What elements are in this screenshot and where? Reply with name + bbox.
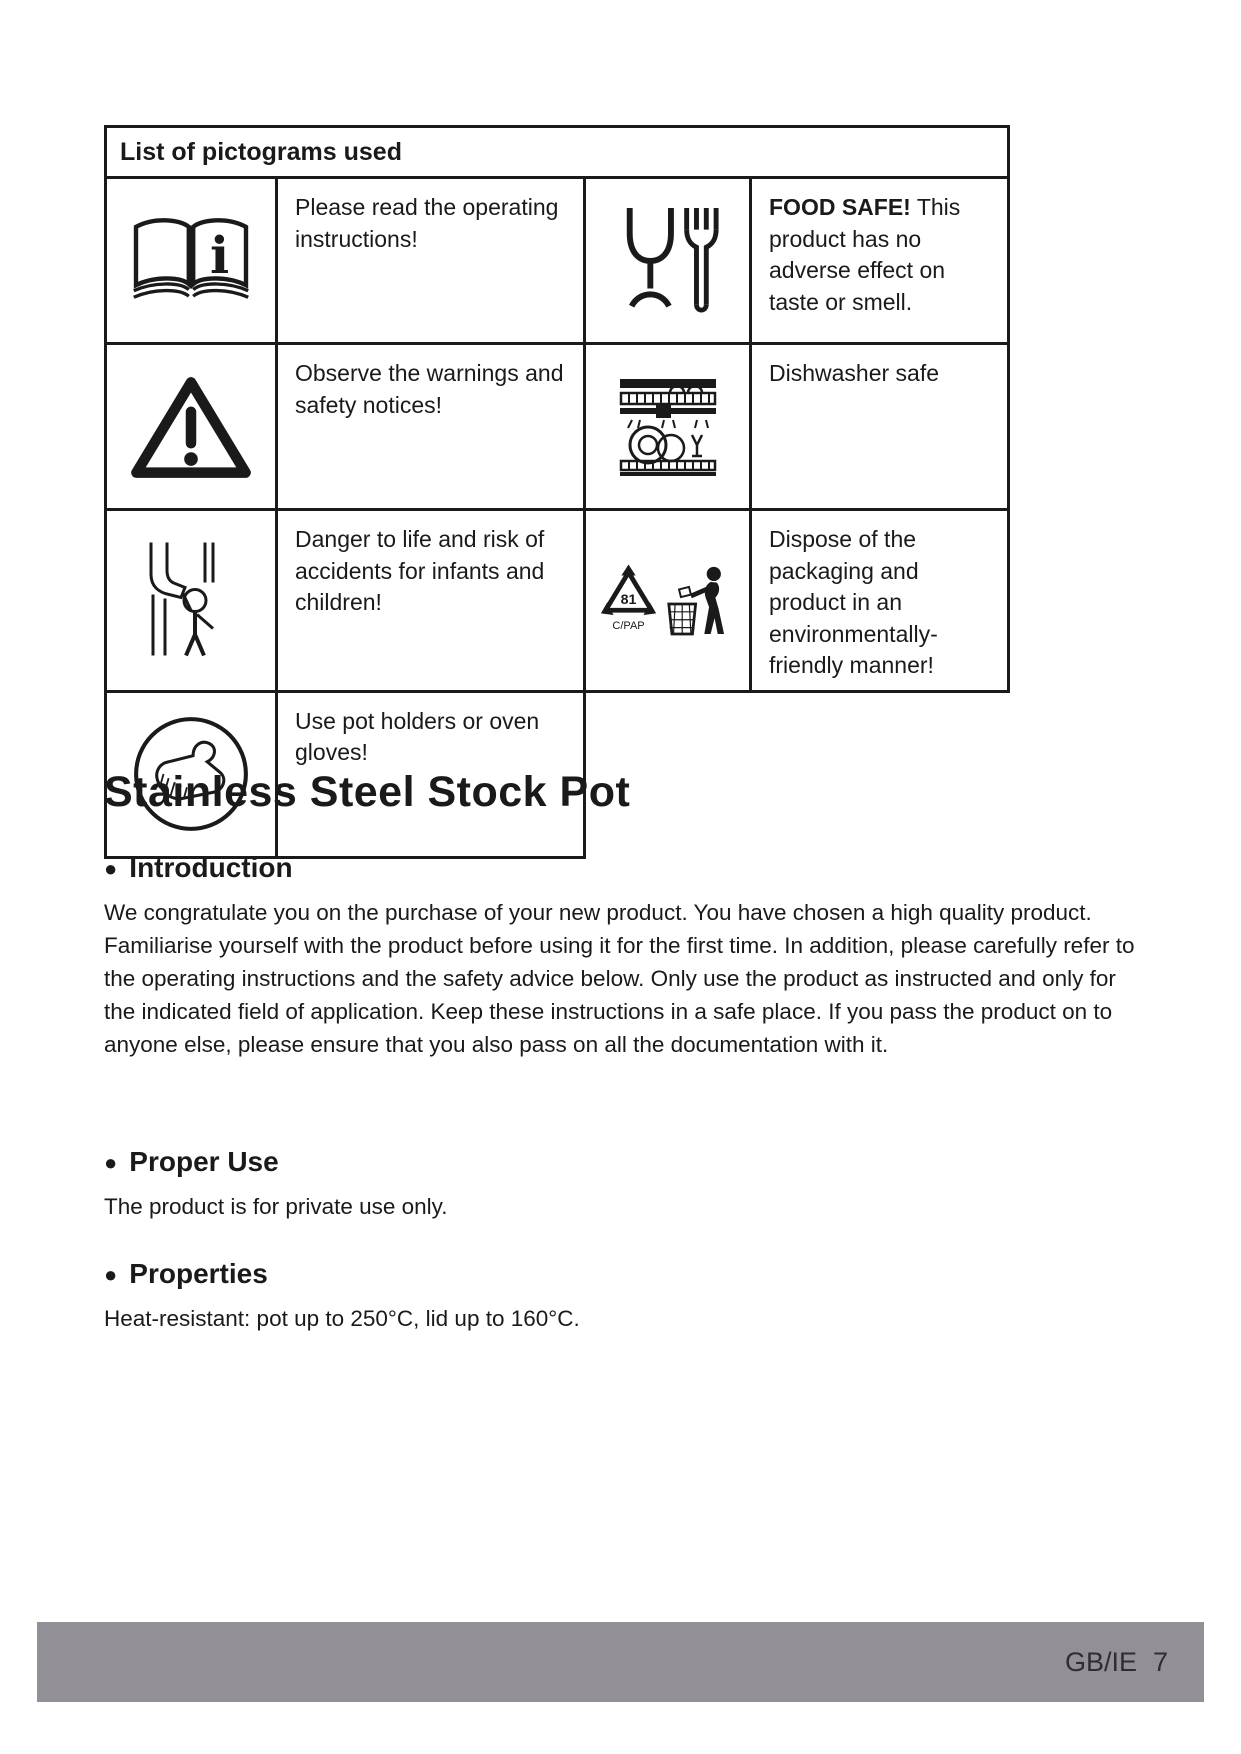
footer-region-label: GB/IE <box>1064 1646 1137 1677</box>
section-heading <box>104 1146 1144 1178</box>
section-body-text: We congratulate you on the purchase of your new product. You have chosen a high quality product. Familiarise yourself with the product before using it for the first time. In addition, please carefully refer to the operating instructions and the safety advice below. Only use the product as instructed and only for the indicated field of application. Keep these instructions in a safe place. If you pass the product on to anyone else, please ensure that you also pass on all the documentation with it. <box>104 900 1135 1057</box>
recycle-code-label: 81 <box>620 592 636 609</box>
pictogram-description: Observe the warnings and safety notices! <box>295 360 564 418</box>
bullet-icon: ● <box>104 856 118 881</box>
table-header-row <box>106 127 1009 178</box>
table-row <box>106 510 1009 692</box>
cell-text <box>277 510 585 692</box>
cell-text <box>751 510 1009 692</box>
pictogram-description: FOOD SAFE! This product has no adverse effect on taste or smell. <box>769 194 961 315</box>
food-safe-lead: FOOD SAFE! <box>769 194 911 220</box>
cell-text <box>751 178 1009 344</box>
cell-text <box>277 344 585 510</box>
page-title: Stainless Steel Stock Pot <box>104 768 631 816</box>
pictogram-description: Use pot holders or oven gloves! <box>295 707 540 765</box>
empty-cell <box>585 691 1009 857</box>
section-heading <box>104 852 1144 884</box>
dishwasher-icon <box>618 377 718 477</box>
table-row <box>106 344 1009 510</box>
footer-bar <box>37 1622 1204 1702</box>
warning-triangle-icon <box>128 371 254 483</box>
section-body-text: Heat-resistant: pot up to 250°C, lid up to 160°C. <box>104 1306 580 1331</box>
glass-fork-food-safe-icon <box>614 202 722 320</box>
section-heading-label: Proper Use <box>129 1146 279 1177</box>
recycle-material-label: C/PAP <box>611 620 645 633</box>
recycle-disposal-icon <box>593 554 743 646</box>
cell-icon <box>106 178 277 344</box>
cell-icon <box>106 510 277 692</box>
cell-text <box>751 344 1009 510</box>
cell-icon <box>585 344 751 510</box>
footer-page-number: 7 <box>1152 1646 1168 1677</box>
table-row <box>106 178 1009 344</box>
pictogram-table <box>104 125 1010 859</box>
child-safety-icon <box>141 542 241 658</box>
pictogram-description: Please read the operating instructions! <box>295 194 559 252</box>
bullet-icon: ● <box>104 1150 118 1175</box>
cell-text <box>277 178 585 344</box>
section-introduction <box>104 852 1144 1061</box>
open-book-info-icon <box>125 211 257 311</box>
section-heading <box>104 1258 1144 1290</box>
pictogram-description: Dishwasher safe <box>769 360 940 386</box>
cell-icon <box>585 510 751 692</box>
pictogram-description: Dispose of the packaging and product in an environmentally-friendly manner! <box>769 526 938 678</box>
section-proper-use <box>104 1146 1144 1223</box>
section-properties <box>104 1258 1144 1335</box>
section-heading-label: Properties <box>129 1258 268 1289</box>
cell-icon <box>585 178 751 344</box>
section-heading-label: Introduction <box>129 852 293 883</box>
cell-icon <box>106 344 277 510</box>
section-body-text: The product is for private use only. <box>104 1194 448 1219</box>
pictogram-description: Danger to life and risk of accidents for infants and children! <box>295 526 545 615</box>
svg-text:i: i <box>209 224 230 285</box>
bullet-icon: ● <box>104 1262 118 1287</box>
table-title: List of pictograms used <box>106 127 1009 178</box>
